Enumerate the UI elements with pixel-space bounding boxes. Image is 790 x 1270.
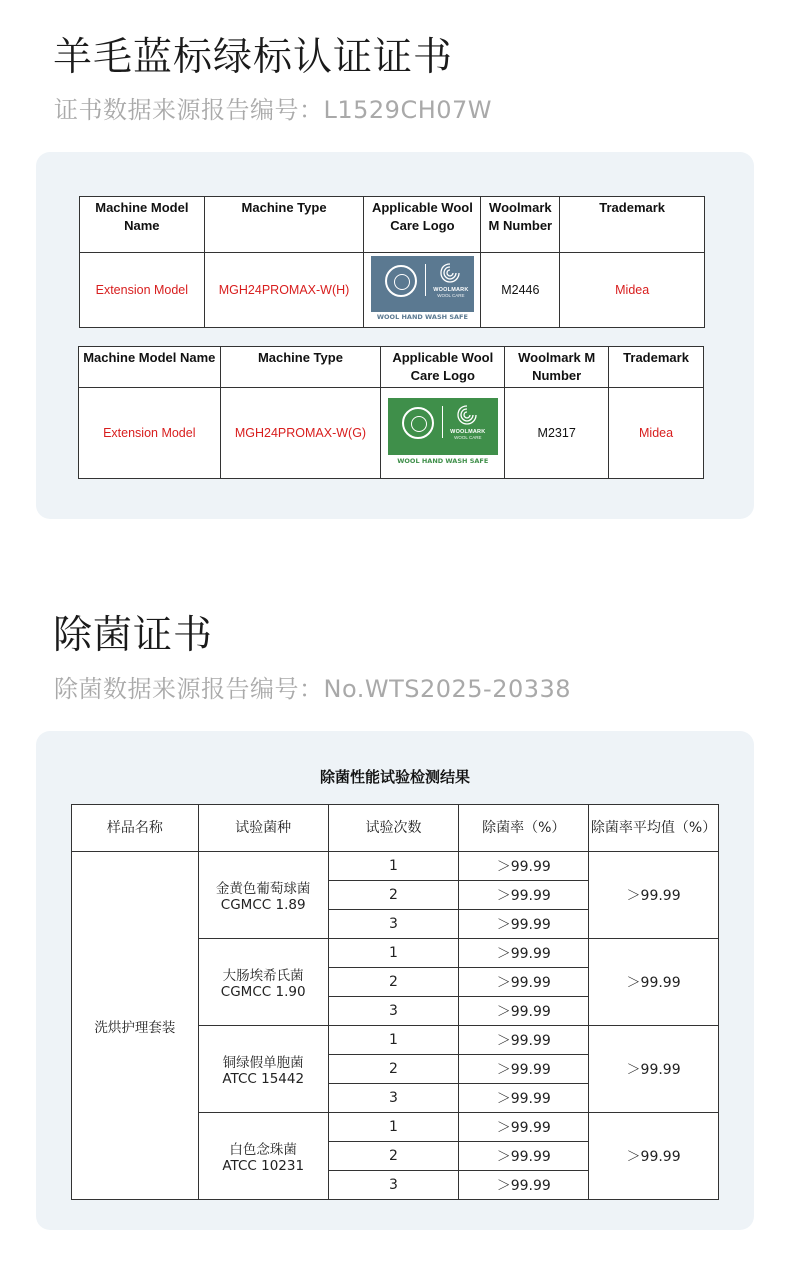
trial-number: 1 xyxy=(328,1026,459,1055)
removal-rate: ＞99.99 xyxy=(459,881,589,910)
trial-number: 1 xyxy=(328,852,459,881)
logo-care: WOOL CARE xyxy=(454,435,482,440)
header-trademark: Trademark xyxy=(560,197,705,253)
machine-type-cell: MGH24PROMAX-W(H) xyxy=(204,253,364,328)
average-rate: ＞99.99 xyxy=(589,1113,719,1200)
trial-number: 2 xyxy=(328,1142,459,1171)
strain-name: 白色念珠菌 xyxy=(229,1142,297,1158)
strain-code: CGMCC 1.89 xyxy=(220,897,306,913)
removal-rate: ＞99.99 xyxy=(459,852,589,881)
header-sample-name: 样品名称 xyxy=(72,805,199,852)
strain-name: 大肠埃希氏菌 xyxy=(222,968,304,984)
header-machine-type: Machine Type xyxy=(220,347,381,388)
strain-code: CGMCC 1.90 xyxy=(220,984,306,1000)
trial-number: 3 xyxy=(328,1084,459,1113)
strain-cell xyxy=(198,939,328,1026)
removal-rate: ＞99.99 xyxy=(459,1171,589,1200)
trial-number: 1 xyxy=(328,939,459,968)
logo-caption: WOOL HAND WASH SAFE xyxy=(390,457,496,466)
strain-code: ATCC 15442 xyxy=(222,1071,305,1087)
strain-cell xyxy=(198,1113,328,1200)
model-name-cell: Extension Model xyxy=(79,388,221,479)
removal-rate: ＞99.99 xyxy=(459,997,589,1026)
header-woolmark-number: Woolmark M Number xyxy=(481,197,560,253)
header-machine-model-name: Machine Model Name xyxy=(79,347,221,388)
removal-rate: ＞99.99 xyxy=(459,968,589,997)
average-rate: ＞99.99 xyxy=(589,852,719,939)
header-machine-model-name: Machine Model Name xyxy=(80,197,205,253)
trial-number: 1 xyxy=(328,1113,459,1142)
trial-number: 2 xyxy=(328,881,459,910)
m-number-cell: M2446 xyxy=(481,253,560,328)
strain-cell xyxy=(198,1026,328,1113)
trial-number: 2 xyxy=(328,1055,459,1084)
woolmark-green-logo xyxy=(388,398,498,468)
removal-rate: ＞99.99 xyxy=(459,1055,589,1084)
header-average-rate: 除菌率平均值（%） xyxy=(589,805,719,852)
woolmark-table-2 xyxy=(78,346,704,479)
m-number-cell: M2317 xyxy=(505,388,609,479)
woolmark-blue-logo xyxy=(371,256,474,324)
trial-number: 3 xyxy=(328,910,459,939)
machine-type-cell: MGH24PROMAX-W(G) xyxy=(220,388,381,479)
logo-caption: WOOL HAND WASH SAFE xyxy=(373,313,472,322)
header-woolmark-number: Woolmark M Number xyxy=(505,347,609,388)
table-row xyxy=(72,852,719,881)
header-wool-care-logo: Applicable Wool Care Logo xyxy=(364,197,481,253)
antibacterial-section-title: 除菌证书 xyxy=(53,613,214,658)
woolmark-table-1 xyxy=(79,196,705,328)
header-trial-count: 试验次数 xyxy=(328,805,459,852)
wool-care-logo-cell xyxy=(364,253,481,328)
strain-cell xyxy=(198,852,328,939)
removal-rate: ＞99.99 xyxy=(459,1113,589,1142)
logo-divider xyxy=(442,406,443,438)
removal-rate: ＞99.99 xyxy=(459,1142,589,1171)
strain-name: 金黄色葡萄球菌 xyxy=(215,881,311,897)
sample-name-cell: 洗烘护理套装 xyxy=(72,852,199,1200)
antibacterial-report-number: 除菌数据来源报告编号：No.WTS2025-20338 xyxy=(54,675,572,703)
header-wool-care-logo: Applicable Wool Care Logo xyxy=(381,347,505,388)
trial-number: 3 xyxy=(328,997,459,1026)
removal-rate: ＞99.99 xyxy=(459,1026,589,1055)
average-rate: ＞99.99 xyxy=(589,939,719,1026)
header-strain: 试验菌种 xyxy=(198,805,328,852)
wool-care-logo-cell xyxy=(381,388,505,479)
model-name-cell: Extension Model xyxy=(80,253,205,328)
woolmark-section-title: 羊毛蓝标绿标认证证书 xyxy=(53,35,454,80)
strain-code: ATCC 10231 xyxy=(222,1158,305,1174)
woolmark-report-number: 证书数据来源报告编号：L1529CH07W xyxy=(54,96,493,124)
header-removal-rate: 除菌率（%） xyxy=(459,805,589,852)
antibacterial-results-table xyxy=(71,804,719,1200)
logo-brand: WOOLMARK xyxy=(433,287,469,293)
trial-number: 3 xyxy=(328,1171,459,1200)
strain-name: 铜绿假单胞菌 xyxy=(222,1055,304,1071)
washer-leaf-icon xyxy=(402,407,434,439)
washer-circle-icon xyxy=(385,265,417,297)
removal-rate: ＞99.99 xyxy=(459,910,589,939)
trademark-cell: Midea xyxy=(609,388,704,479)
trademark-cell: Midea xyxy=(560,253,705,328)
trial-number: 2 xyxy=(328,968,459,997)
woolmark-icon xyxy=(456,404,478,426)
header-trademark: Trademark xyxy=(609,347,704,388)
removal-rate: ＞99.99 xyxy=(459,1084,589,1113)
removal-rate: ＞99.99 xyxy=(459,939,589,968)
logo-divider xyxy=(425,264,426,296)
header-machine-type: Machine Type xyxy=(204,197,364,253)
logo-brand: WOOLMARK xyxy=(450,429,486,435)
average-rate: ＞99.99 xyxy=(589,1026,719,1113)
logo-care: WOOL CARE xyxy=(437,293,465,298)
woolmark-icon xyxy=(439,262,461,284)
results-table-title: 除菌性能试验检测结果 xyxy=(319,768,470,786)
